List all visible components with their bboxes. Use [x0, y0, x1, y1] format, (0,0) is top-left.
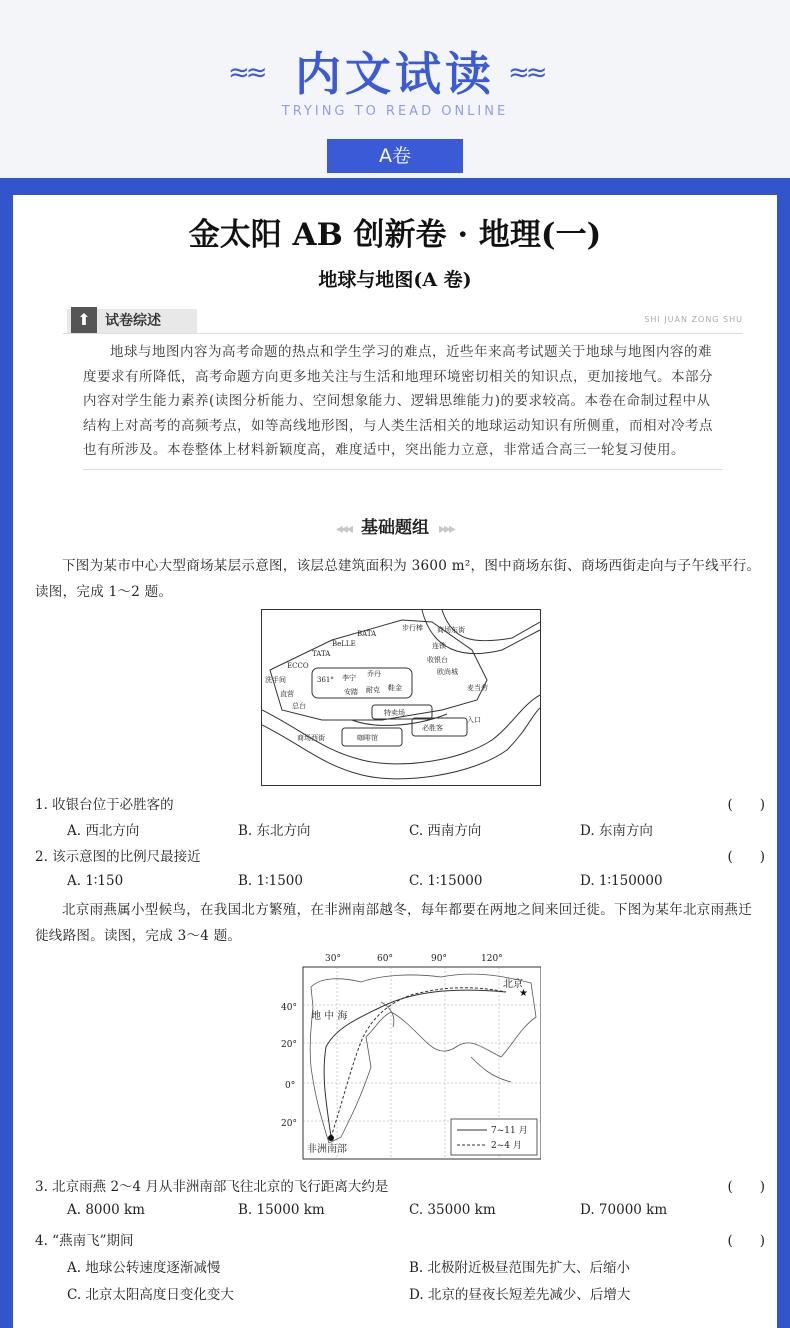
migration-map	[281, 947, 541, 1163]
q4-option-c[interactable]: C. 北京太阳高度日变化变大	[67, 1287, 234, 1303]
migration-map-svg	[281, 947, 541, 1163]
q2-option-d[interactable]: D. 1∶150000	[580, 873, 663, 889]
q1-option-d[interactable]: D. 东南方向	[580, 823, 653, 839]
label-ecco: ECCO	[287, 662, 309, 670]
intro-1: 下图为某市中心大型商场某层示意图，该层总建筑面积为 3600 m²，图中商场东街、商场西街走向与子午线平行。读图，完成 1～2 题。	[35, 558, 761, 600]
label-zongtai: 总台	[292, 702, 306, 710]
label-belle: BeLLE	[332, 640, 356, 648]
label-shouyintai: 收银台	[427, 656, 448, 664]
label-oushangcheng: 欧尚城	[437, 668, 458, 676]
summary-tag: 试卷综述	[67, 309, 197, 333]
legend-july-nov: 7~11 月	[491, 1126, 528, 1136]
lat-0: 0°	[285, 1081, 296, 1091]
q3-option-c[interactable]: C. 35000 km	[409, 1202, 496, 1218]
south-africa-dot	[328, 1135, 334, 1141]
q3-option-a[interactable]: A. 8000 km	[67, 1202, 145, 1218]
exam-paper	[13, 195, 777, 1328]
q1-option-a[interactable]: A. 西北方向	[67, 823, 140, 839]
mall-diagram-svg	[262, 610, 540, 785]
label-west-street: 商场西街	[297, 734, 325, 742]
q2-option-a[interactable]: A. 1∶150	[67, 873, 124, 889]
label-anta: 安踏	[344, 688, 358, 696]
label-rukou: 入口	[467, 716, 481, 724]
label-zhiying: 直营	[280, 690, 294, 698]
answer-blank-4[interactable]: ( )	[727, 1233, 765, 1249]
summary-pinyin: SHI JUAN ZONG SHU	[644, 315, 743, 324]
label-xiejin: 鞋金	[388, 684, 402, 692]
intro-2: 北京雨燕属小型候鸟，在我国北方繁殖，在非洲南部越冬，每年都要在两地之间来回迁徙。下图为某年北京雨燕迁徙线路图。读图，完成 3～4 题。	[35, 902, 752, 944]
right-chevrons-icon: ▸▸▸	[439, 521, 455, 537]
label-zhuoshou: 洗手间	[265, 676, 286, 684]
q3-option-b[interactable]: B. 15000 km	[238, 1202, 325, 1218]
question-2	[35, 845, 765, 865]
section-heading	[13, 513, 777, 538]
section-title: 基础题组	[361, 518, 429, 538]
q1-option-c[interactable]: C. 西南方向	[409, 823, 482, 839]
header-title: 内文试读	[295, 47, 495, 101]
label-mcd: 麦当劳	[467, 684, 488, 692]
beijing-star-icon: ★	[519, 988, 528, 999]
label-bishengke: 必胜客	[422, 724, 443, 732]
lon-90: 90°	[431, 954, 447, 964]
question-4	[35, 1229, 765, 1249]
mall-diagram	[261, 609, 541, 786]
left-chevrons-icon: ◂◂◂	[335, 521, 351, 537]
label-east-street: 商场东街	[437, 626, 465, 634]
lat-20s: 20°	[281, 1119, 297, 1129]
q4-option-d[interactable]: D. 北京的昼夜长短差先减少、后增大	[409, 1287, 631, 1303]
label-naike: 耐克	[366, 686, 380, 694]
lon-60: 60°	[377, 954, 393, 964]
wave-right-icon: ≈≈	[508, 58, 544, 88]
summary-text: 地球与地图内容为高考命题的热点和学生学习的难点，近些年来高考试题关于地球与地图内容的难度要求有所降低，高考命题方向更多地关注与生活和地理环境密切相关的知识点，更加接地气。本部分内容对学生能力素养(读图分析能力、空间想象能力、逻辑思维能力)的要求较高。本卷在命制过程中从结构上对高考的高频考点，如等高线地形图，与人类生活相关的地球运动知识有所侧重，而相对冷考点也有所涉及。本卷整体上材料新颖度高，难度适中，突出能力立意，非常适合高三一轮复习使用。	[83, 340, 723, 470]
label-lining: 李宁	[342, 674, 356, 682]
lon-30: 30°	[325, 954, 341, 964]
q2-option-c[interactable]: C. 1∶15000	[409, 873, 483, 889]
lat-20n: 20°	[281, 1040, 297, 1050]
paper-title: 金太阳 AB 创新卷 · 地理(一)	[188, 217, 602, 253]
wave-left-icon: ≈≈	[228, 58, 264, 88]
paper-subtitle: 地球与地图(A 卷)	[318, 269, 472, 291]
answer-blank-2[interactable]: ( )	[727, 849, 765, 865]
question-1	[35, 793, 765, 813]
question-4-text: 4. “燕南飞”期间	[35, 1233, 134, 1249]
label-361: 361°	[317, 676, 334, 684]
q4-option-b[interactable]: B. 北极附近极昼范围先扩大、后缩小	[409, 1260, 631, 1276]
question-3	[35, 1175, 765, 1195]
header-subtitle: TRYING TO READ ONLINE	[281, 104, 509, 119]
label-qiaodan: 乔丹	[367, 670, 381, 678]
answer-blank-3[interactable]: ( )	[727, 1179, 765, 1195]
q1-option-b[interactable]: B. 东北方向	[238, 823, 311, 839]
label-temaichang: 特卖场	[384, 709, 405, 717]
page-header	[0, 0, 790, 178]
summary-header	[63, 307, 743, 334]
label-tata: TATA	[312, 650, 331, 658]
label-kafeiguan: 咖啡馆	[357, 734, 378, 742]
label-beijing: 北京	[503, 979, 523, 990]
question-2-text: 2. 该示意图的比例尺最接近	[35, 849, 201, 865]
lon-120: 120°	[481, 954, 503, 964]
label-bata: BATA	[357, 630, 377, 638]
label-south-africa: 非洲南部	[307, 1144, 347, 1155]
question-1-text: 1. 收银台位于必胜客的	[35, 797, 174, 813]
q2-option-b[interactable]: B. 1∶1500	[238, 873, 303, 889]
q3-option-d[interactable]: D. 70000 km	[580, 1202, 668, 1218]
q4-option-a[interactable]: A. 地球公转速度逐渐减慢	[67, 1260, 221, 1276]
label-buxingzhe: 步行棒	[402, 624, 423, 632]
label-liansuo: 连锁	[432, 642, 446, 650]
up-arrow-icon: ⬆	[71, 307, 97, 333]
label-mediterranean: 地 中 海	[311, 1011, 348, 1022]
volume-badge: A卷	[327, 139, 463, 173]
answer-blank-1[interactable]: ( )	[727, 797, 765, 813]
lat-40: 40°	[281, 1003, 297, 1013]
question-3-text: 3. 北京雨燕 2～4 月从非洲南部飞往北京的飞行距离大约是	[35, 1179, 389, 1195]
legend-feb-apr: 2~4 月	[491, 1141, 522, 1151]
